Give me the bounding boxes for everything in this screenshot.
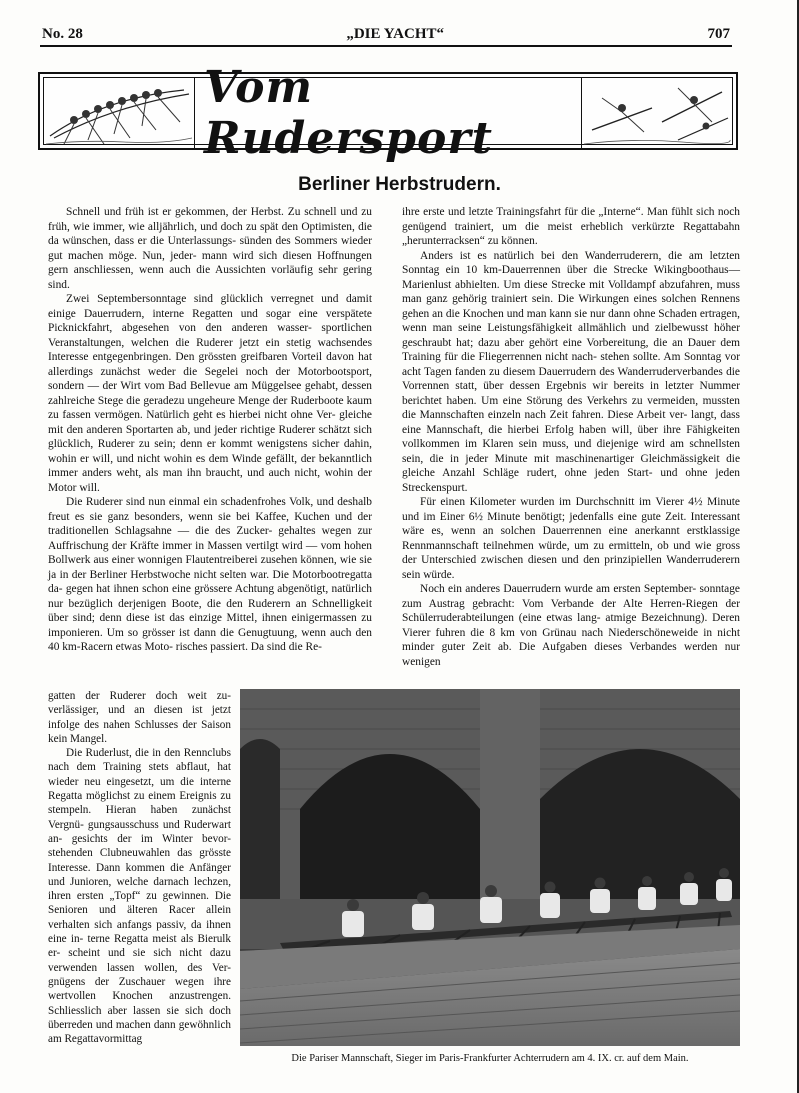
article-column-narrow	[48, 689, 231, 1046]
paragraph: Die Ruderer sind nun einmal ein schadenfrohes Volk, und deshalb freut es sie ganz besonders, wenn sie bei Kaffee, Kuchen und der traditionellen Schlagsahne — die des Zucker- gehaltes wegen zur Auffrischung der Kräfte immer in Massen vertilgt wird — vom hohen Bollwerk aus einer wonnigen Flautentreiberei zusehen können, wie sie ja in der Berliner Herbstwoche nicht selten war. Die Motorbootregatta da- gegen hat ihnen schon eine grössere Achtung abgenötigt, natürlich nur bezüglich derjenigen Boote, die den Ruderern an Schnelligkeit über sind; denn diese ist das einzige Mittel, ihnen einigermassen zu imponieren. Um so grösser ist dann die Genugtuung, wenn auch den 40 km-Racern etwas Moto- risches passiert. Da sind die Re-	[48, 496, 372, 653]
banner-title: Vom Rudersport	[204, 62, 493, 164]
article-column-right	[402, 205, 740, 669]
header-rule	[40, 45, 732, 47]
section-banner	[38, 62, 738, 164]
paragraph: Schnell und früh ist er gekommen, der Herbst. Zu schnell und zu früh, wie immer, wie alljährlich, und doch zu spät den Optimisten, die da wünschen, dass er die Unterlassungs- sünden des Sommers wieder gut machen möge. Nun, jeder- mann wird sich diesen Hoffnungen gern anschliessen, wenn auch die Aussichten vorläufig sehr gering sind.	[48, 206, 372, 291]
journal-title: „DIE YACHT“	[346, 26, 444, 42]
paragraph: gatten der Ruderer doch weit zu- verlässiger, und an diesen ist jetzt infolge des nahen Schlusses der Saison kein Mangel.	[48, 690, 231, 745]
running-header	[42, 26, 730, 46]
article-column-left	[48, 205, 372, 655]
paragraph: Für einen Kilometer wurden im Durchschnitt im Vierer 4½ Minute und im Einer 6½ Minute benötigt; jedenfalls eine gute Zeit. Interessant wäre es, wenn an solchen Dauerrennen eine anerkannt erstklassige Rennmannschaft teilnehmen würde, um zu ermitteln, ob und wie gross der Unterschied zwischen diesen und den prinzipiellen Wanderruderern sein würde.	[402, 496, 740, 581]
paragraph: Noch ein anderes Dauerrudern wurde am ersten September- sonntage zum Austrag gebracht: Vom Verbande der Alte Herren-Riegen der Schülerruderabteilungen (eine etwas lang- atmige Bezeichnung). Deren Vierer fuhren die 8 km von Grünau nach Niederschöneweide in nicht minder guter Zeit ab. Die Aufgaben dieses Verbandes werden nur wenigen	[402, 583, 740, 668]
photo-caption: Die Pariser Mannschaft, Sieger im Paris-Frankfurter Achterrudern am 4. IX. cr. auf dem Main.	[291, 1053, 689, 1064]
paragraph: ihre erste und letzte Trainingsfahrt für die „Interne“. Man fühlt sich noch genügend trainiert, um die meist erheblich verkürzte Regattabahn „herunterracksen“ zu können.	[402, 206, 740, 247]
paragraph: Anders ist es natürlich bei den Wanderruderern, die am letzten Sonntag ein 10 km-Dauerrennen über die Strecke Wikingboothaus—Marienlust abhielten. Um diese Strecke mit Volldampf abzufahren, muss man ganz gehörig trainiert sein. Die Wirkungen eines solchen Rennens gehen an die Knochen und man kann sie nur dann ohne Schaden ertragen, wenn man seine Leistungsfähigkeit allmählich und zielbewusst höher geschraubt hat; dazu aber gehört eine Vorbereitung, die an Dauer dem Training für die Fliegerrennen nicht nach- stehen sollte. Am Sonntag vor acht Tagen fanden zu diesem Dauerrudern des Wanderruderverbandes die Vorrennen statt, über dessen Ergebnis wir bereits in letzter Nummer berichtet haben. Um eine Störung des Verkehrs zu vermeiden, mussten die Mannschaften einzeln nach Zeit fahren. Diese Arbeit ver- langt, dass eine Mannschaft, die hierbei Erfolg haben will, über ihre Fähigkeiten vollkommen im Klaren sein muss, und diejenige wird am schnellsten sein, die in jeder Minute mit maschinenartiger Gleichmässigkeit die gleiche Anzahl Schläge rudert, ohne jeden Start- und ohne jeden Streckenspurt.	[402, 249, 740, 494]
article-title: Berliner Herbstrudern.	[298, 174, 501, 195]
page-number: 707	[707, 26, 730, 42]
paragraph: Die Ruderlust, die in den Rennclubs nach dem Training stets abflaut, hat wieder neu eingesetzt, um die interne Regatta möglichst zu einem Ereignis zu stempeln. Hieran haben zunächst Vergnü- gungsausschuss und Ruderwart an- gesichts der im Winter bevor- stehenden Clubneuwahlen das grösste Interesse. Dann kommen die Anfänger und Junioren, welche darnach lechzen, ihren ersten „Topf“ zu gewinnen. Die Senioren und älteren Racer allein verhalten sich anfangs passiv, da ihnen eine in- terne Regatta meist als Bierulk er- scheint und sie sich nicht dazu verwenden lassen wollen, des Ver- gnügens der Zuschauer wegen ihre wertvollen Knochen anzustrengen. Schliesslich aber lassen sie sich doch überreden und machen dann gewöhnlich am Regattavormittag	[48, 747, 231, 1046]
rowing-crew-photo	[240, 689, 740, 1046]
issue-number: No. 28	[42, 26, 83, 42]
paragraph: Zwei Septembersonntage sind glücklich verregnet und damit einige Dauerrudern, interne Regatten und sogar eine verspätete Picknickfahrt, abgesehen von den anderen wasser- sportlichen Veranstaltungen, welchen die Ruderer jetzt ein stetig wachsendes Interesse entgegenbringen. Den grössten greifbaren Vorteil davon hat allerdings zunächst weder die Segelei noch der Motorbootsport, sondern — der Wirt vom Bad Bellevue am Müggelsee gehabt, dessen zahlreiche Stege die geradezu ungeheure Menge der Ruderboote kaum zu fassen vermögen. Natürlich geht es hierbei nicht ohne Ver- gleiche mit den anderen Sportarten ab, und jeder richtige Ruderer schätzt sich glücklich, Ruderer zu sein; denn er kommt wenigstens sicher dahin, wohin er will, und nicht wohin es dem Winde gefällt, der bekanntlich immer anders weht, als man ihn braucht, und auch nicht, wohin der Motor will.	[48, 293, 372, 494]
rowing-eight-illustration	[44, 78, 195, 148]
sculler-illustration	[581, 78, 732, 148]
